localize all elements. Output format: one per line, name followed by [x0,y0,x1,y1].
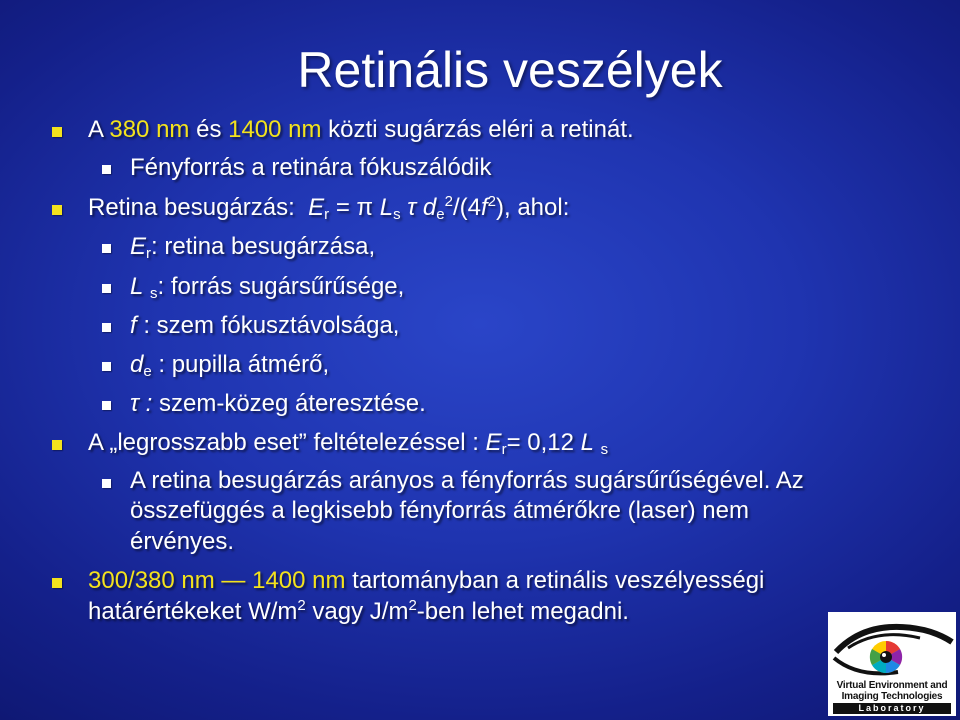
bullet-square-icon [52,127,62,137]
worst-case-line-3: érvényes. [130,528,235,555]
eye-logo-icon [828,612,956,682]
def-ls: L $_s$: forrás sugársűrűsége, [130,273,405,302]
sub-bullet-square-icon [102,284,111,293]
worst-case-line-2: összefüggés a legkisebb fényforrás átmérőkre (laser) nem [130,497,749,524]
def-f: f : szem fókusztávolsága, [130,312,400,339]
def-de: $d_e$ : pupilla átmérő, [130,351,330,380]
sub-bullet-square-icon [102,244,111,253]
sub-bullet-square-icon [102,165,111,174]
def-tau: τ : szem-közeg áteresztése. [130,390,426,417]
lab-logo [828,612,956,716]
highlight-380nm: 380 nm [109,116,190,143]
bullet-limit-values-line-2: határértékeket $W/m^2$ vagy $J/m^2$-ben lehet megadni. [88,597,629,625]
highlight-1400nm: 1400 nm [228,116,322,143]
logo-line-3: Laboratory [833,703,951,714]
logo-line-1: Virtual Environment and [836,680,948,691]
logo-line-2: Imaging Technologies [841,691,943,702]
highlight-range: 300/380 nm — 1400 nm [88,567,346,594]
bullet-square-icon [52,205,62,215]
worst-case-line-1: A retina besugárzás arányos a fényforrás sugársűrűségével. Az [130,467,804,494]
bullet-limit-values: 300/380 nm — 1400 nm tartományban a retinális veszélyességi [88,567,765,594]
formula: $E_r = \pi$ $L_s$ τ $d_e^2/(4f^2)$, ahol: [308,193,570,223]
bullet-square-icon [52,578,62,588]
sub-bullet-square-icon [102,362,111,371]
slide-title: Retinális veszélyek [297,42,723,98]
sub-bullet-square-icon [102,401,111,410]
def-er: $E_r$: retina besugárzása, [130,233,376,262]
sub-bullet-square-icon [102,479,111,488]
bullet-worst-case: A „legrosszabb eset” feltételezéssel : $E_r= 0,12$ L $_s$ [88,429,609,458]
sub-bullet-focus: Fényforrás a retinára fókuszálódik [130,154,492,181]
sub-bullet-square-icon [102,323,111,332]
bullet-wavelength-range: A 380 nm és 1400 nm közti sugárzás eléri a retinát. [88,116,634,143]
bullet-square-icon [52,440,62,450]
bullet-retina-irradiance: Retina besugárzás: $E_r = \pi$ $L_s$ τ $d_e^2/(4f^2)$, ahol: [88,193,570,223]
